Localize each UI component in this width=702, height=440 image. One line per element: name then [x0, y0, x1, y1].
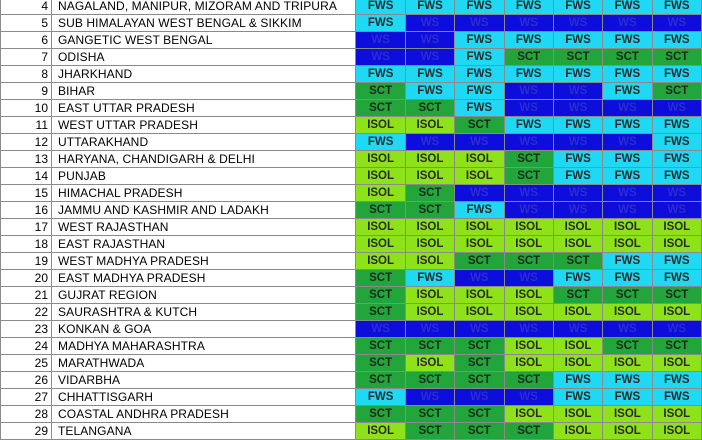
status-cell: FWS — [356, 15, 405, 32]
status-cell: SCT — [504, 151, 553, 168]
subdivision-name: EAST MADHYA PRADESH — [52, 270, 356, 287]
row-number: 5 — [1, 15, 52, 32]
status-cell: WS — [553, 134, 602, 151]
table-row — [1, 134, 702, 151]
status-cell: WS — [504, 185, 553, 202]
status-cell: SCT — [356, 270, 405, 287]
status-cell: FWS — [405, 0, 454, 15]
status-cell: WS — [504, 202, 553, 219]
status-cell: SCT — [553, 287, 602, 304]
table-row — [1, 168, 702, 185]
status-cell: FWS — [603, 83, 652, 100]
status-cell: FWS — [603, 66, 652, 83]
status-cell: FWS — [652, 66, 701, 83]
status-cell: WS — [455, 321, 504, 338]
status-cell: FWS — [504, 117, 553, 134]
status-cell: FWS — [504, 0, 553, 15]
status-cell: WS — [652, 321, 701, 338]
subdivision-name: WEST RAJASTHAN — [52, 219, 356, 236]
status-cell: SCT — [356, 287, 405, 304]
row-number: 29 — [1, 423, 52, 440]
status-cell: ISOL — [603, 304, 652, 321]
status-cell: ISOL — [405, 219, 454, 236]
status-cell: ISOL — [553, 236, 602, 253]
subdivision-name: COASTAL ANDHRA PRADESH — [52, 406, 356, 423]
status-cell: WS — [455, 270, 504, 287]
status-cell: ISOL — [455, 304, 504, 321]
row-number: 25 — [1, 355, 52, 372]
status-cell: FWS — [652, 253, 701, 270]
status-cell: ISOL — [356, 219, 405, 236]
status-cell: FWS — [652, 168, 701, 185]
subdivision-name: MARATHWADA — [52, 355, 356, 372]
status-cell: ISOL — [603, 219, 652, 236]
table-row — [1, 185, 702, 202]
status-cell: WS — [553, 83, 602, 100]
status-cell: WS — [652, 185, 701, 202]
status-cell: ISOL — [405, 117, 454, 134]
status-cell: ISOL — [652, 423, 701, 440]
status-cell: ISOL — [553, 338, 602, 355]
status-cell: FWS — [553, 389, 602, 406]
status-cell: WS — [504, 389, 553, 406]
status-cell: ISOL — [652, 236, 701, 253]
status-cell: WS — [652, 100, 701, 117]
status-cell: ISOL — [356, 236, 405, 253]
status-cell: FWS — [455, 32, 504, 49]
table-row — [1, 338, 702, 355]
row-number: 8 — [1, 66, 52, 83]
status-cell: ISOL — [553, 219, 602, 236]
status-cell: WS — [603, 134, 652, 151]
table-row — [1, 83, 702, 100]
status-cell: WS — [405, 134, 454, 151]
table-row — [1, 253, 702, 270]
status-cell: FWS — [652, 32, 701, 49]
subdivision-name: SUB HIMALAYAN WEST BENGAL & SIKKIM — [52, 15, 356, 32]
subdivision-name: BIHAR — [52, 83, 356, 100]
subdivision-name: EAST UTTAR PRADESH — [52, 100, 356, 117]
status-cell: SCT — [603, 338, 652, 355]
status-cell: ISOL — [405, 236, 454, 253]
status-cell: FWS — [356, 134, 405, 151]
subdivision-name: GANGETIC WEST BENGAL — [52, 32, 356, 49]
table-row — [1, 0, 702, 15]
status-cell: WS — [405, 49, 454, 66]
row-number: 28 — [1, 406, 52, 423]
status-cell: WS — [603, 202, 652, 219]
table-row — [1, 49, 702, 66]
status-cell: WS — [405, 32, 454, 49]
status-cell: SCT — [405, 423, 454, 440]
status-cell: ISOL — [652, 406, 701, 423]
subdivision-name: JAMMU AND KASHMIR AND LADAKH — [52, 202, 356, 219]
row-number: 7 — [1, 49, 52, 66]
status-cell: WS — [553, 185, 602, 202]
status-cell: ISOL — [356, 185, 405, 202]
status-cell: ISOL — [553, 423, 602, 440]
status-cell: FWS — [553, 117, 602, 134]
status-cell: FWS — [603, 117, 652, 134]
row-number: 22 — [1, 304, 52, 321]
table-row — [1, 270, 702, 287]
status-cell: ISOL — [504, 355, 553, 372]
status-cell: ISOL — [356, 253, 405, 270]
subdivision-name: UTTARAKHAND — [52, 134, 356, 151]
status-cell: ISOL — [603, 406, 652, 423]
status-cell: ISOL — [455, 219, 504, 236]
row-number: 21 — [1, 287, 52, 304]
subdivision-name: TELANGANA — [52, 423, 356, 440]
row-number: 15 — [1, 185, 52, 202]
status-cell: FWS — [603, 168, 652, 185]
status-cell: ISOL — [603, 236, 652, 253]
subdivision-name: PUNJAB — [52, 168, 356, 185]
status-cell: SCT — [455, 253, 504, 270]
row-number: 16 — [1, 202, 52, 219]
table-row — [1, 287, 702, 304]
status-cell: FWS — [455, 0, 504, 15]
status-cell: FWS — [553, 151, 602, 168]
status-cell: ISOL — [553, 304, 602, 321]
status-cell: WS — [553, 15, 602, 32]
status-cell: WS — [455, 15, 504, 32]
status-cell: SCT — [553, 49, 602, 66]
table-row — [1, 32, 702, 49]
status-cell: FWS — [603, 32, 652, 49]
status-cell: WS — [455, 389, 504, 406]
status-cell: ISOL — [652, 355, 701, 372]
status-cell: FWS — [652, 389, 701, 406]
status-cell: SCT — [455, 355, 504, 372]
status-cell: ISOL — [455, 236, 504, 253]
status-cell: WS — [603, 185, 652, 202]
status-cell: SCT — [405, 202, 454, 219]
row-number: 23 — [1, 321, 52, 338]
status-cell: FWS — [553, 32, 602, 49]
status-cell: ISOL — [504, 219, 553, 236]
status-cell: FWS — [652, 270, 701, 287]
status-cell: ISOL — [504, 406, 553, 423]
status-cell: SCT — [356, 355, 405, 372]
row-number: 13 — [1, 151, 52, 168]
status-cell: SCT — [504, 423, 553, 440]
status-cell: WS — [405, 15, 454, 32]
row-number: 6 — [1, 32, 52, 49]
status-cell: FWS — [553, 0, 602, 15]
subdivision-name: WEST MADHYA PRADESH — [52, 253, 356, 270]
status-cell: ISOL — [356, 423, 405, 440]
table-row — [1, 151, 702, 168]
status-cell: ISOL — [405, 355, 454, 372]
status-cell: FWS — [603, 0, 652, 15]
status-cell: SCT — [405, 372, 454, 389]
status-cell: ISOL — [405, 287, 454, 304]
status-cell: ISOL — [356, 168, 405, 185]
forecast-table-body — [1, 0, 702, 440]
table-row — [1, 321, 702, 338]
status-cell: ISOL — [504, 338, 553, 355]
status-cell: FWS — [652, 117, 701, 134]
status-cell: FWS — [603, 372, 652, 389]
subdivision-name: JHARKHAND — [52, 66, 356, 83]
row-number: 20 — [1, 270, 52, 287]
row-number: 26 — [1, 372, 52, 389]
status-cell: FWS — [504, 32, 553, 49]
status-cell: SCT — [405, 185, 454, 202]
table-row — [1, 423, 702, 440]
row-number: 24 — [1, 338, 52, 355]
table-row — [1, 117, 702, 134]
row-number: 17 — [1, 219, 52, 236]
table-row — [1, 219, 702, 236]
status-cell: SCT — [603, 287, 652, 304]
table-row — [1, 66, 702, 83]
status-cell: SCT — [356, 202, 405, 219]
status-cell: SCT — [455, 423, 504, 440]
subdivision-name: CHHATTISGARH — [52, 389, 356, 406]
status-cell: SCT — [405, 100, 454, 117]
status-cell: WS — [356, 32, 405, 49]
table-row — [1, 406, 702, 423]
table-row — [1, 100, 702, 117]
status-cell: ISOL — [405, 253, 454, 270]
status-cell: SCT — [455, 372, 504, 389]
status-cell: WS — [504, 15, 553, 32]
subdivision-name: GUJRAT REGION — [52, 287, 356, 304]
status-cell: SCT — [504, 168, 553, 185]
status-cell: WS — [405, 321, 454, 338]
table-row — [1, 389, 702, 406]
status-cell: FWS — [356, 66, 405, 83]
row-number: 14 — [1, 168, 52, 185]
status-cell: FWS — [405, 66, 454, 83]
row-number: 27 — [1, 389, 52, 406]
status-cell: SCT — [504, 372, 553, 389]
status-cell: WS — [553, 100, 602, 117]
table-row — [1, 372, 702, 389]
status-cell: ISOL — [603, 423, 652, 440]
status-cell: FWS — [455, 66, 504, 83]
subdivision-name: KONKAN & GOA — [52, 321, 356, 338]
status-cell: SCT — [504, 253, 553, 270]
status-cell: SCT — [652, 83, 701, 100]
subdivision-name: SAURASHTRA & KUTCH — [52, 304, 356, 321]
table-row — [1, 355, 702, 372]
status-cell: WS — [405, 389, 454, 406]
status-cell: WS — [603, 321, 652, 338]
table-row — [1, 304, 702, 321]
table-row — [1, 236, 702, 253]
subdivision-name: VIDARBHA — [52, 372, 356, 389]
status-cell: FWS — [553, 270, 602, 287]
status-cell: WS — [553, 202, 602, 219]
status-cell: ISOL — [455, 168, 504, 185]
status-cell: SCT — [603, 49, 652, 66]
row-number: 9 — [1, 83, 52, 100]
status-cell: ISOL — [455, 287, 504, 304]
status-cell: FWS — [455, 83, 504, 100]
subdivision-name: ODISHA — [52, 49, 356, 66]
status-cell: FWS — [553, 66, 602, 83]
status-cell: FWS — [603, 270, 652, 287]
subdivision-name: EAST RAJASTHAN — [52, 236, 356, 253]
status-cell: WS — [553, 321, 602, 338]
status-cell: ISOL — [504, 236, 553, 253]
status-cell: ISOL — [405, 168, 454, 185]
status-cell: ISOL — [603, 355, 652, 372]
status-cell: SCT — [455, 117, 504, 134]
status-cell: ISOL — [504, 304, 553, 321]
subdivision-name: NAGALAND, MANIPUR, MIZORAM AND TRIPURA — [52, 0, 356, 15]
status-cell: WS — [455, 185, 504, 202]
row-number: 19 — [1, 253, 52, 270]
status-cell: SCT — [405, 338, 454, 355]
row-number: 4 — [1, 0, 52, 15]
status-cell: ISOL — [652, 304, 701, 321]
status-cell: WS — [504, 83, 553, 100]
status-cell: ISOL — [504, 287, 553, 304]
status-cell: FWS — [504, 66, 553, 83]
row-number: 11 — [1, 117, 52, 134]
status-cell: FWS — [455, 100, 504, 117]
status-cell: SCT — [356, 406, 405, 423]
row-number: 10 — [1, 100, 52, 117]
status-cell: FWS — [652, 151, 701, 168]
status-cell: WS — [356, 49, 405, 66]
row-number: 18 — [1, 236, 52, 253]
status-cell: ISOL — [356, 151, 405, 168]
status-cell: FWS — [356, 389, 405, 406]
table-row — [1, 202, 702, 219]
status-cell: FWS — [553, 168, 602, 185]
status-cell: FWS — [603, 253, 652, 270]
status-cell: SCT — [356, 100, 405, 117]
row-number: 12 — [1, 134, 52, 151]
status-cell: FWS — [405, 83, 454, 100]
status-cell: SCT — [455, 406, 504, 423]
subdivision-name: HIMACHAL PRADESH — [52, 185, 356, 202]
status-cell: WS — [504, 134, 553, 151]
status-cell: ISOL — [356, 117, 405, 134]
status-cell: ISOL — [652, 219, 701, 236]
status-cell: FWS — [652, 372, 701, 389]
status-cell: FWS — [603, 389, 652, 406]
status-cell: WS — [603, 15, 652, 32]
status-cell: SCT — [356, 304, 405, 321]
status-cell: WS — [356, 321, 405, 338]
status-cell: FWS — [455, 49, 504, 66]
subdivision-name: WEST UTTAR PRADESH — [52, 117, 356, 134]
status-cell: SCT — [455, 338, 504, 355]
status-cell: SCT — [405, 406, 454, 423]
status-cell: SCT — [356, 372, 405, 389]
table-row — [1, 15, 702, 32]
status-cell: FWS — [405, 270, 454, 287]
status-cell: WS — [455, 134, 504, 151]
status-cell: SCT — [652, 49, 701, 66]
status-cell: ISOL — [405, 151, 454, 168]
status-cell: SCT — [356, 338, 405, 355]
status-cell: FWS — [652, 0, 701, 15]
status-cell: WS — [652, 15, 701, 32]
status-cell: ISOL — [553, 406, 602, 423]
status-cell: SCT — [652, 338, 701, 355]
status-cell: SCT — [356, 83, 405, 100]
subdivision-name: HARYANA, CHANDIGARH & DELHI — [52, 151, 356, 168]
status-cell: ISOL — [455, 151, 504, 168]
status-cell: FWS — [553, 372, 602, 389]
status-cell: WS — [652, 202, 701, 219]
status-cell: SCT — [652, 287, 701, 304]
status-cell: FWS — [356, 0, 405, 15]
status-cell: FWS — [652, 134, 701, 151]
status-cell: FWS — [455, 202, 504, 219]
status-cell: WS — [504, 100, 553, 117]
status-cell: ISOL — [553, 355, 602, 372]
subdivision-name: MADHYA MAHARASHTRA — [52, 338, 356, 355]
status-cell: SCT — [553, 253, 602, 270]
status-cell: WS — [504, 321, 553, 338]
status-cell: ISOL — [405, 304, 454, 321]
status-cell: SCT — [504, 49, 553, 66]
status-cell: FWS — [603, 151, 652, 168]
status-cell: WS — [603, 100, 652, 117]
status-cell: WS — [504, 270, 553, 287]
